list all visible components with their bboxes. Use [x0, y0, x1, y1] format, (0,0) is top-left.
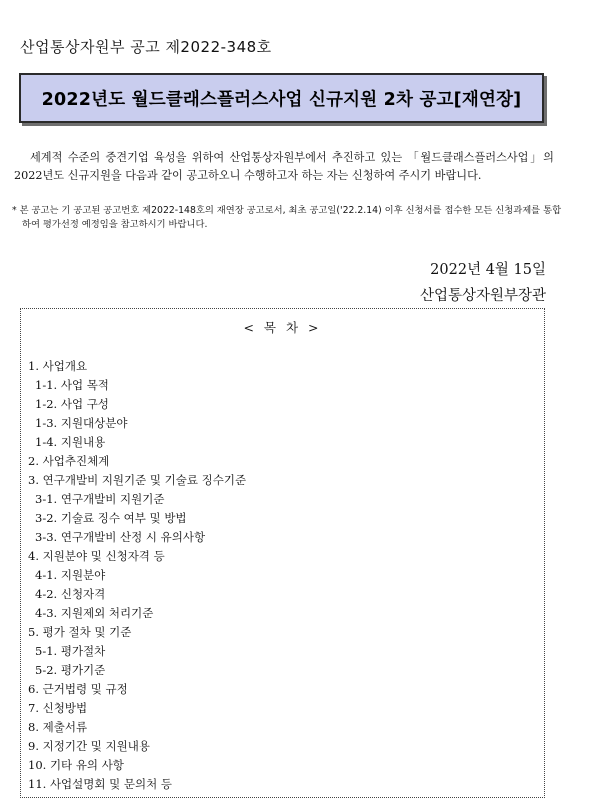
document-title-box — [19, 73, 544, 123]
toc-section-item: 4. 지원분야 및 신청자격 등 — [28, 549, 165, 563]
toc-subsection-item: 3-3. 연구개발비 산정 시 유의사항 — [35, 530, 206, 544]
toc-subsection-item: 1-2. 사업 구성 — [35, 397, 109, 411]
issue-date: 2022년 4월 15일 — [430, 262, 546, 278]
note-paragraph: * 본 공고는 기 공고된 공고번호 제2022-148호의 재연장 공고로서, 최초 공고일('22.2.14) 이후 신청서를 접수한 모든 신청과제를 통합하여 평가선정 예정임을 참고하시기 바랍니다. — [12, 205, 562, 230]
toc-section-item: 1. 사업개요 — [28, 359, 88, 373]
toc-section-item: 5. 평가 절차 및 기준 — [28, 625, 132, 639]
toc-list — [28, 357, 246, 794]
toc-section-item: 8. 제출서류 — [28, 720, 88, 734]
toc-subsection-item: 1-1. 사업 목적 — [35, 378, 109, 392]
toc-subsection-item: 4-3. 지원제외 처리기준 — [35, 606, 154, 620]
toc-subsection-item: 3-1. 연구개발비 지원기준 — [35, 492, 165, 506]
toc-subsection-item: 4-1. 지원분야 — [35, 568, 106, 582]
toc-subsection-item: 1-3. 지원대상분야 — [35, 416, 128, 430]
intro-paragraph: 세계적 수준의 중견기업 육성을 위하여 산업통상자원부에서 추진하고 있는 「월드클래스플러스사업」의 2022년도 신규지원을 다음과 같이 공고하오니 수행하고자 하는 자는 신청하여 주시기 바랍니다. — [14, 151, 554, 182]
toc-section-item: 9. 지정기간 및 지원내용 — [28, 739, 150, 753]
toc-subsection-item: 4-2. 신청자격 — [35, 587, 106, 601]
toc-subsection-item: 5-2. 평가기준 — [35, 663, 106, 677]
announcement-number: 산업통상자원부 공고 제2022-348호 — [20, 38, 272, 56]
toc-section-item: 3. 연구개발비 지원기준 및 기술료 징수기준 — [28, 473, 247, 487]
toc-subsection-item: 5-1. 평가절차 — [35, 644, 106, 658]
toc-subsection-item: 1-4. 지원내용 — [35, 435, 106, 449]
table-of-contents — [20, 308, 545, 798]
toc-section-item: 2. 사업추진체계 — [28, 454, 110, 468]
toc-section-item: 10. 기타 유의 사항 — [28, 758, 124, 772]
document-title: 2022년도 월드클래스플러스사업 신규지원 2차 공고[재연장] — [41, 89, 522, 110]
toc-section-item: 7. 신청방법 — [28, 701, 88, 715]
toc-section-item: 11. 사업설명회 및 문의처 등 — [28, 777, 172, 791]
toc-heading: < 목 차 > — [243, 320, 322, 335]
toc-section-item: 6. 근거법령 및 규정 — [28, 682, 128, 696]
issuer-name: 산업통상자원부장관 — [419, 288, 546, 304]
toc-subsection-item: 3-2. 기술료 징수 여부 및 방법 — [35, 511, 187, 525]
